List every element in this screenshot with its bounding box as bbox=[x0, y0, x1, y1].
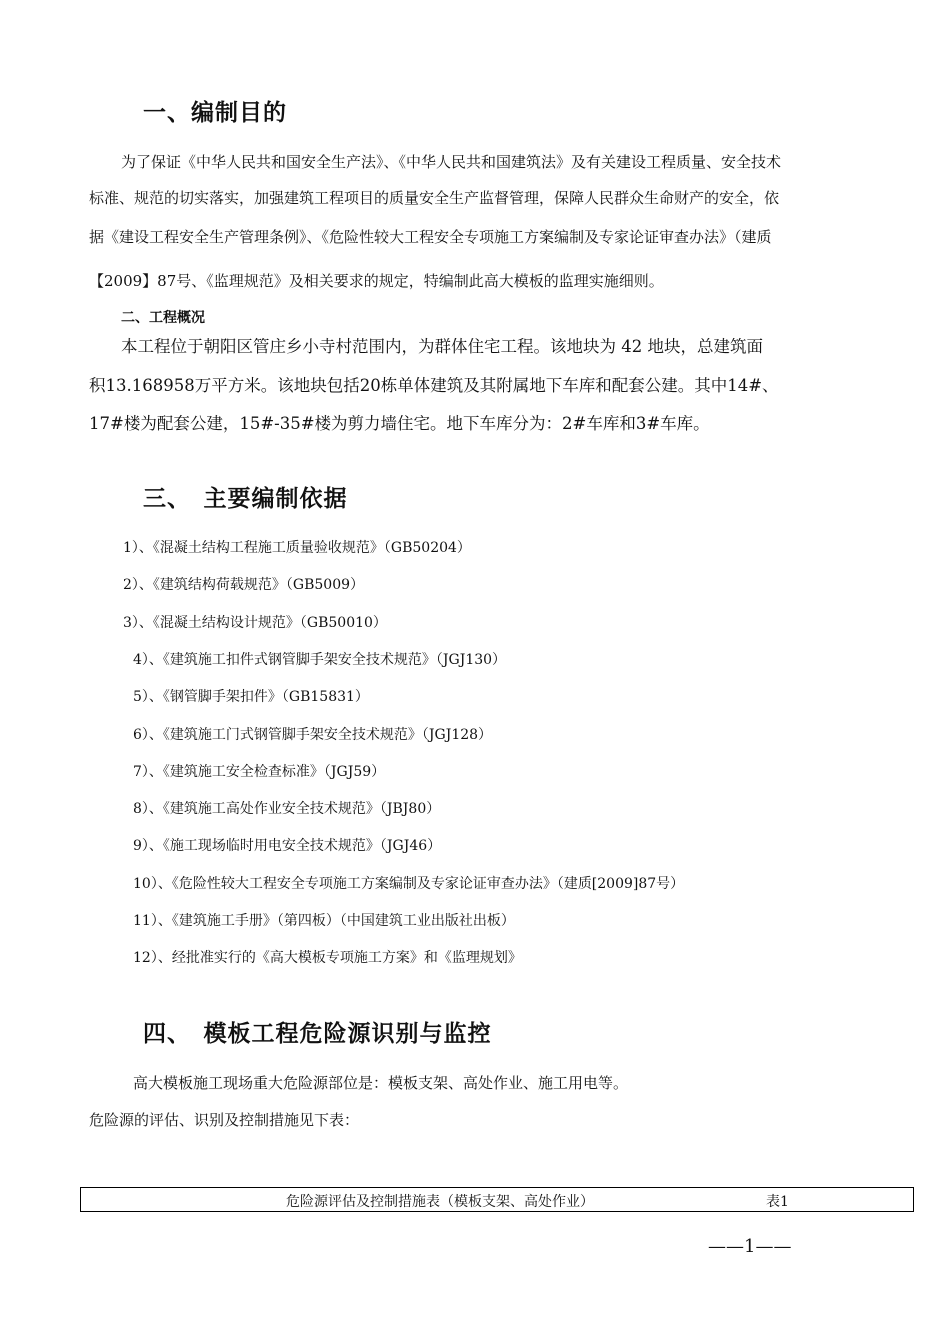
reference-item-1: 1）、《混凝土结构工程施工质量验收规范》（GB50204） bbox=[123, 540, 471, 556]
reference-item-9: 9）、《施工现场临时用电安全技术规范》（JGJ46） bbox=[133, 838, 442, 854]
section-2-line-1: 本工程位于朝阳区管庄乡小寺村范围内，为群体住宅工程。该地块为 42 地块，总建筑面 bbox=[121, 337, 763, 356]
reference-item-4: 4）、《建筑施工扣件式钢管脚手架安全技术规范》（JGJ130） bbox=[133, 652, 507, 668]
section-4-line-2: 危险源的评估、识别及控制措施见下表： bbox=[89, 1111, 360, 1129]
reference-item-7: 7）、《建筑施工安全检查标准》（JGJ59） bbox=[133, 764, 386, 780]
section-1-line-3: 据《建设工程安全生产管理条例》、《危险性较大工程安全专项施工方案编制及专家论证审查办法》（建质 bbox=[89, 228, 772, 246]
section-1-line-2: 标准、规范的切实落实，加强建筑工程项目的质量安全生产监督管理，保障人民群众生命财产的安全，依 bbox=[89, 189, 780, 207]
reference-item-10: 10）、《危险性较大工程安全专项施工方案编制及专家论证审查办法》（建质[2009]87号） bbox=[133, 876, 685, 892]
section-4-heading: 四、 模板工程危险源识别与监控 bbox=[143, 1021, 492, 1047]
hazard-table-number: 表1 bbox=[766, 1194, 789, 1210]
reference-item-8: 8）、《建筑施工高处作业安全技术规范》（JBJ80） bbox=[133, 801, 441, 817]
section-2-line-3: 17#楼为配套公建，15#-35#楼为剪力墙住宅。地下车库分为：2#车库和3#车库。 bbox=[89, 414, 710, 433]
hazard-table-header bbox=[80, 1187, 914, 1212]
page-number: ——1—— bbox=[708, 1236, 792, 1257]
reference-item-12: 12）、经批准实行的《高大模板专项施工方案》和《监理规划》 bbox=[133, 950, 522, 966]
section-3-heading: 三、 主要编制依据 bbox=[143, 486, 348, 512]
reference-item-2: 2）、《建筑结构荷载规范》（GB5009） bbox=[123, 577, 365, 593]
section-1-heading: 一、编制目的 bbox=[143, 100, 287, 126]
reference-item-6: 6）、《建筑施工门式钢管脚手架安全技术规范》（JGJ128） bbox=[133, 727, 493, 743]
section-4-line-1: 高大模板施工现场重大危险源部位是：模板支架、高处作业、施工用电等。 bbox=[133, 1074, 629, 1092]
section-2-line-2: 积13.168958万平方米。该地块包括20栋单体建筑及其附属地下车库和配套公建。其中14#、 bbox=[89, 376, 779, 395]
reference-item-3: 3）、《混凝土结构设计规范》（GB50010） bbox=[123, 615, 387, 631]
reference-item-5: 5）、《钢管脚手架扣件》（GB15831） bbox=[133, 689, 369, 705]
hazard-table-caption: 危险源评估及控制措施表（模板支架、高处作业） bbox=[286, 1194, 594, 1210]
section-1-line-1: 为了保证《中华人民共和国安全生产法》、《中华人民共和国建筑法》及有关建设工程质量、安全技术 bbox=[121, 153, 782, 171]
section-1-line-4: 【2009】87号、《监理规范》及相关要求的规定，特编制此高大模板的监理实施细则。 bbox=[89, 272, 664, 290]
section-2-heading: 二、工程概况 bbox=[121, 310, 205, 326]
reference-item-11: 11）、《建筑施工手册》（第四板）（中国建筑工业出版社出板） bbox=[133, 913, 515, 929]
